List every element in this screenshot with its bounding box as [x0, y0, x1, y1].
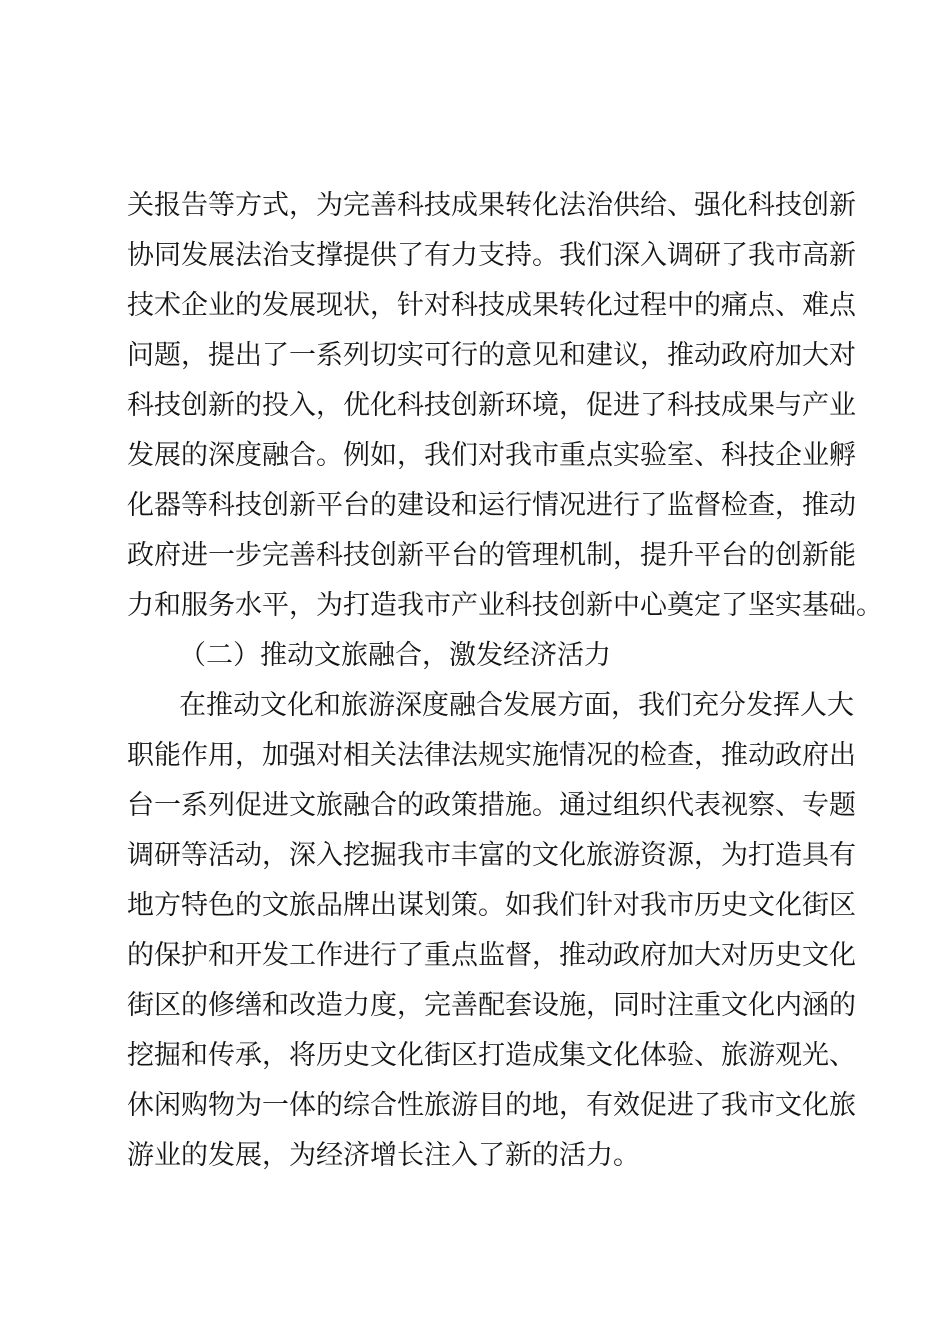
paragraph-line: 调研等活动，深入挖掘我市丰富的文化旅游资源，为打造具有 — [127, 840, 856, 871]
paragraph-line: 技术企业的发展现状，针对科技成果转化过程中的痛点、难点 — [127, 290, 856, 321]
paragraph-line: 游业的发展，为经济增长注入了新的活力。 — [127, 1140, 640, 1171]
paragraph-line: 科技创新的投入，优化科技创新环境，促进了科技成果与产业 — [127, 390, 856, 421]
paragraph-line: 街区的修缮和改造力度，完善配套设施，同时注重文化内涵的 — [127, 990, 856, 1021]
paragraph-line: 政府进一步完善科技创新平台的管理机制，提升平台的创新能 — [127, 540, 856, 571]
paragraph-line: 化器等科技创新平台的建设和运行情况进行了监督检查，推动 — [127, 490, 856, 521]
paragraph-first-line: 在推动文化和旅游深度融合发展方面，我们充分发挥人大 — [179, 690, 854, 721]
paragraph-line: 挖掘和传承，将历史文化街区打造成集文化体验、旅游观光、 — [127, 1040, 856, 1071]
paragraph-line: 问题，提出了一系列切实可行的意见和建议，推动政府加大对 — [127, 340, 856, 371]
paragraph-line: 发展的深度融合。例如，我们对我市重点实验室、科技企业孵 — [127, 440, 856, 471]
paragraph-line: 的保护和开发工作进行了重点监督，推动政府加大对历史文化 — [127, 940, 856, 971]
paragraph-line: 关报告等方式，为完善科技成果转化法治供给、强化科技创新 — [127, 190, 856, 221]
paragraph-line: 职能作用，加强对相关法律法规实施情况的检查，推动政府出 — [127, 740, 856, 771]
paragraph-line: 协同发展法治支撑提供了有力支持。我们深入调研了我市高新 — [127, 240, 856, 271]
paragraph-line: 地方特色的文旅品牌出谋划策。如我们针对我市历史文化街区 — [127, 890, 856, 921]
paragraph-line: 力和服务水平，为打造我市产业科技创新中心奠定了坚实基础。 — [127, 590, 883, 621]
paragraph-line: 台一系列促进文旅融合的政策措施。通过组织代表视察、专题 — [127, 790, 856, 821]
section-heading: （二）推动文旅融合，激发经济活力 — [179, 640, 611, 671]
paragraph-line: 休闲购物为一体的综合性旅游目的地，有效促进了我市文化旅 — [127, 1090, 856, 1121]
